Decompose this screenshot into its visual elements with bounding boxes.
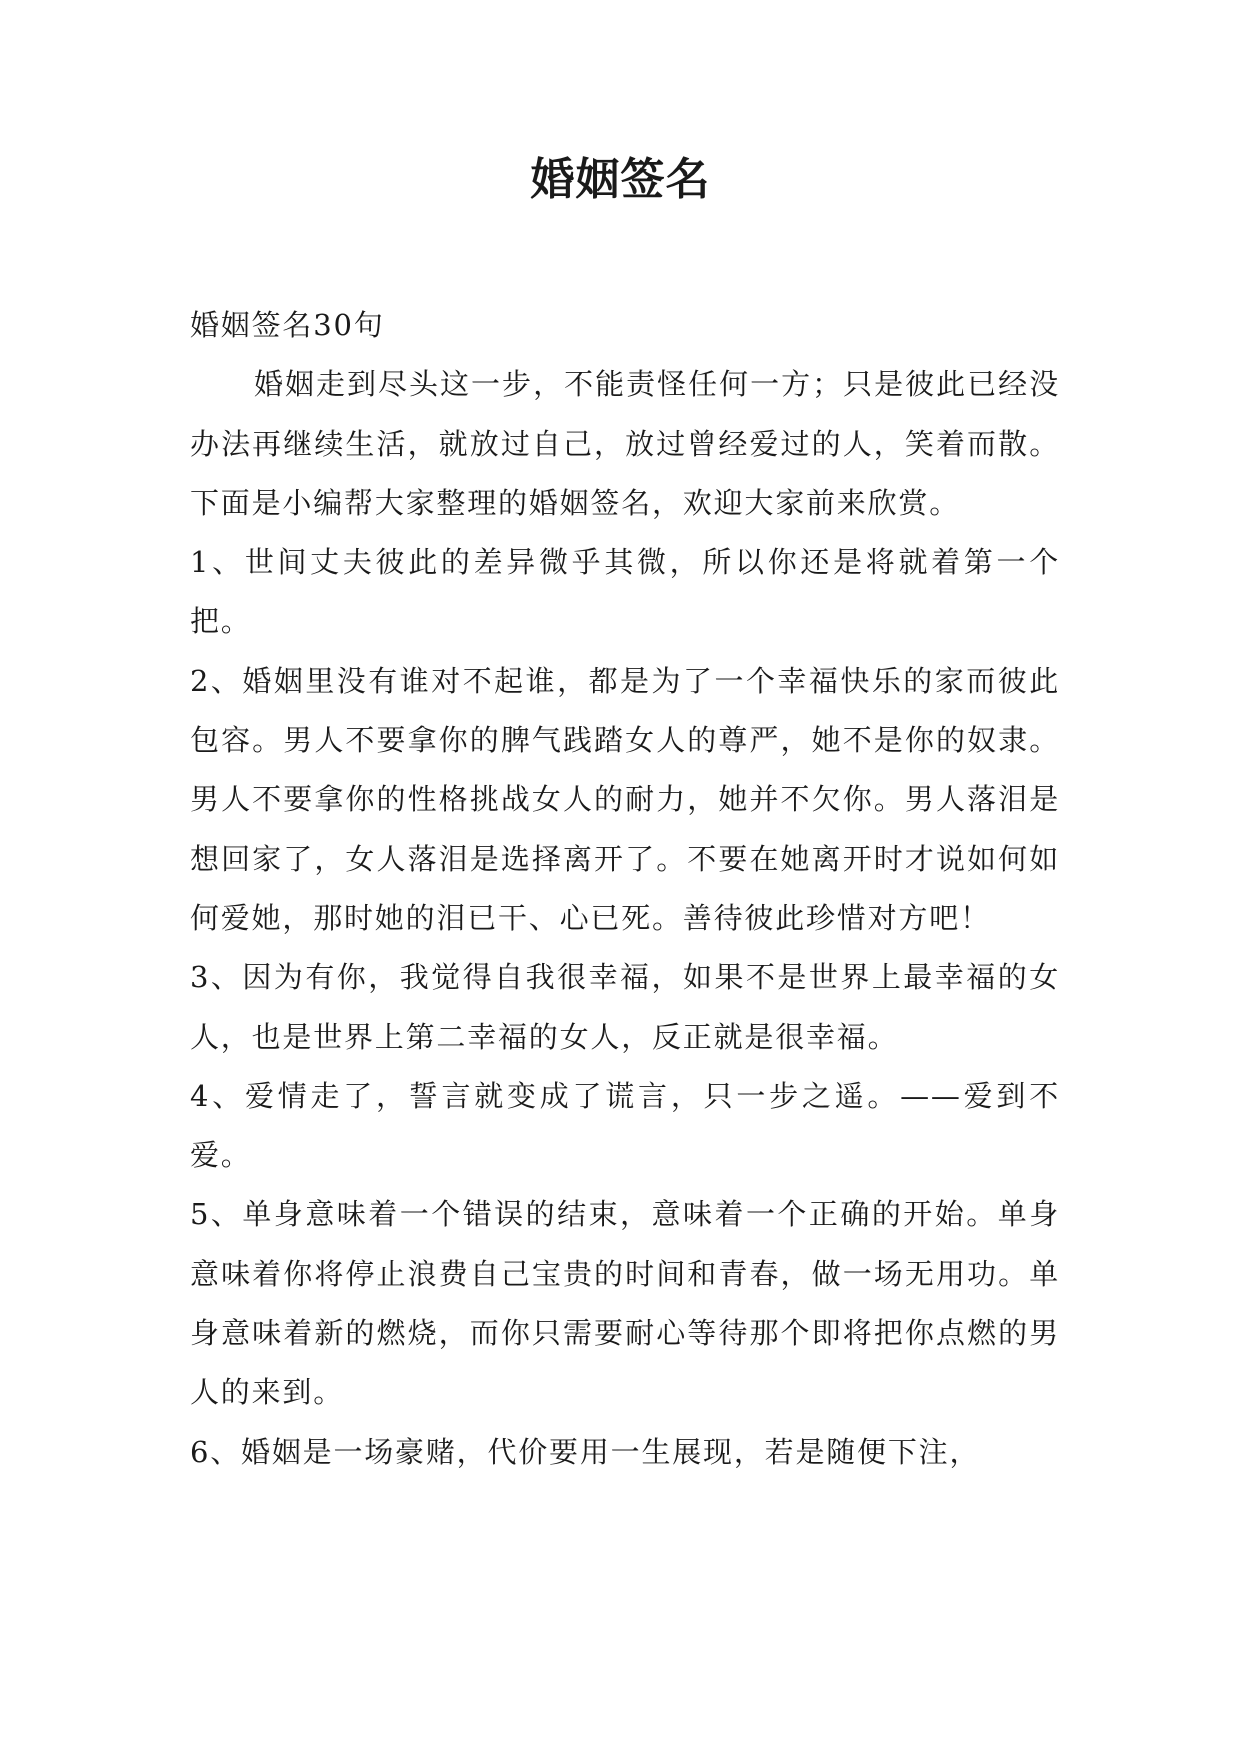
- list-item: 4、爱情走了，誓言就变成了谎言，只一步之遥。——爱到不爱。: [190, 1078, 1060, 1173]
- document-body: [190, 296, 1060, 1482]
- document-title: 婚姻签名: [530, 154, 711, 205]
- list-item: 2、婚姻里没有谁对不起谁，都是为了一个幸福快乐的家而彼此包容。男人不要拿你的脾气践踏女人的尊严，她不是你的奴隶。男人不要拿你的性格挑战女人的耐力，她并不欠你。男人落泪是想回家了，女人落泪是选择离开了。不要在她离开时才说如何如何爱她，那时她的泪已干、心已死。善待彼此珍惜对方吧！: [190, 663, 1060, 935]
- list-item: 6、婚姻是一场豪赌，代价要用一生展现，若是随便下注，: [190, 1434, 981, 1469]
- list-item: 1、世间丈夫彼此的差异微乎其微，所以你还是将就着第一个把。: [190, 545, 1060, 639]
- list-item: 3、因为有你，我觉得自我很幸福，如果不是世界上最幸福的女人，也是世界上第二幸福的女人，反正就是很幸福。: [190, 960, 1060, 1054]
- intro-paragraph: 婚姻走到尽头这一步，不能责怪任何一方；只是彼此已经没办法再继续生活，就放过自己，放过曾经爱过的人，笑着而散。下面是小编帮大家整理的婚姻签名，欢迎大家前来欣赏。: [190, 367, 1060, 520]
- document-subtitle: 婚姻签名30句: [190, 308, 385, 342]
- list-item: 5、单身意味着一个错误的结束，意味着一个正确的开始。单身意味着你将停止浪费自己宝贵的时间和青春，做一场无用功。单身意味着新的燃烧，而你只需要耐心等待那个即将把你点燃的男人的来到。: [190, 1197, 1060, 1410]
